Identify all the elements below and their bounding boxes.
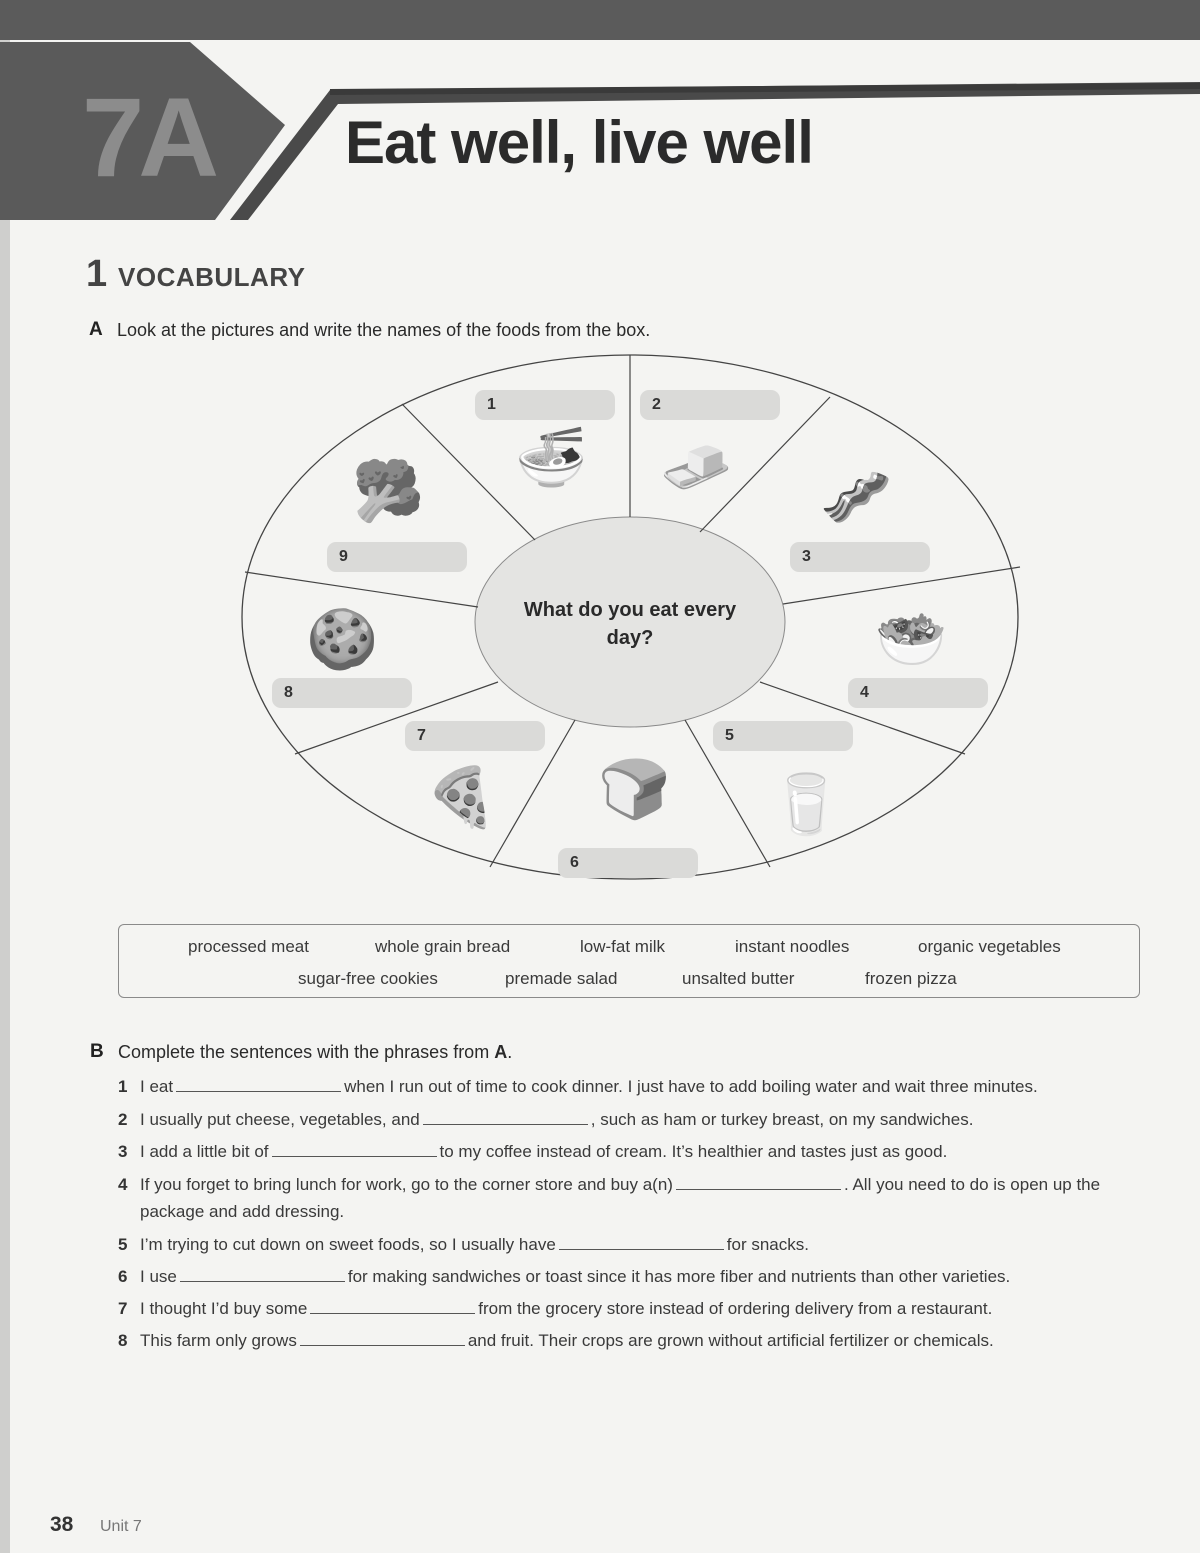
section-number: 1 [86, 253, 108, 295]
section-name: VOCABULARY [118, 262, 306, 292]
word-box-item: organic vegetables [918, 937, 1061, 956]
unit-reference: Unit 7 [100, 1518, 142, 1535]
sentence-number: 3 [118, 1142, 128, 1161]
sentence-number: 5 [118, 1235, 128, 1254]
word-box-item: unsalted butter [682, 969, 795, 988]
word-box-item: low-fat milk [580, 937, 666, 956]
word-box-item: instant noodles [735, 937, 850, 956]
exercise-a-letter: A [89, 319, 103, 340]
sentence-blank[interactable] [180, 1267, 345, 1282]
exercise-b-instruction: Complete the sentences with the phrases from A. [118, 1042, 513, 1062]
answer-box-9[interactable]: 9 [327, 542, 467, 572]
sentence-number: 6 [118, 1267, 128, 1286]
sentence-5: I’m trying to cut down on sweet foods, so I usually have for snacks. [140, 1235, 809, 1254]
word-box-item: processed meat [188, 937, 309, 956]
sentence-6: I use for making sandwiches or toast since it has more fiber and nutrients than other varieties. [140, 1267, 1011, 1286]
answer-box-7[interactable]: 7 [405, 721, 545, 751]
word-box-item: premade salad [505, 969, 618, 988]
answer-box-1[interactable]: 1 [475, 390, 615, 420]
sentence-2: I usually put cheese, vegetables, and , such as ham or turkey breast, on my sandwiches. [140, 1110, 974, 1129]
sentence-8: This farm only grows and fruit. Their crops are grown without artificial fertilizer or chemicals. [140, 1331, 994, 1350]
center-question: What do you eat every day? [523, 599, 737, 649]
sentence-blank[interactable] [559, 1235, 724, 1250]
sentence-number: 4 [118, 1175, 128, 1194]
exercise-a-instruction: Look at the pictures and write the names of the foods from the box. [117, 320, 651, 340]
answer-box-6[interactable]: 6 [558, 848, 698, 878]
answer-box-4[interactable]: 4 [848, 678, 988, 708]
sentence-blank[interactable] [676, 1175, 841, 1190]
sentence-blank[interactable] [310, 1299, 475, 1314]
sentence-number: 7 [118, 1299, 128, 1318]
sentence-blank[interactable] [300, 1331, 465, 1346]
bread-icon: 🍞 [598, 757, 671, 822]
scan-left-edge [0, 40, 10, 1553]
pizza-icon: 🍕 [425, 765, 498, 830]
premade-salad-icon: 🥗 [875, 607, 948, 672]
word-box [118, 924, 1140, 998]
exercise-b-letter: B [90, 1041, 104, 1062]
sentence-7: I thought I’d buy some from the grocery store instead of ordering delivery from a restaurant. [140, 1299, 993, 1318]
page-number: 38 [50, 1513, 74, 1536]
milk-bottle-icon: 🥛 [770, 772, 843, 837]
word-box-item: sugar-free cookies [298, 969, 438, 988]
sentence-number: 8 [118, 1331, 128, 1350]
sentence-number: 1 [118, 1077, 128, 1096]
answer-box-3[interactable]: 3 [790, 542, 930, 572]
cookies-icon: 🍪 [306, 607, 379, 672]
vegetables-icon: 🥦 [352, 459, 425, 524]
sentence-number: 2 [118, 1110, 128, 1129]
answer-box-8[interactable]: 8 [272, 678, 412, 708]
sentence-1: I eat when I run out of time to cook dinner. I just have to add boiling water and wait three minutes. [140, 1077, 1038, 1096]
answer-box-2[interactable]: 2 [640, 390, 780, 420]
word-box-item: frozen pizza [865, 969, 957, 988]
butter-icon: 🧈 [660, 435, 733, 500]
processed-meat-icon: 🥓 [820, 465, 893, 530]
sentence-blank[interactable] [423, 1110, 588, 1125]
lesson-title: Eat well, live well [345, 109, 813, 176]
sentence-3: I add a little bit of to my coffee instead of cream. It’s healthier and tastes just as good. [140, 1142, 948, 1161]
sentence-blank[interactable] [272, 1142, 437, 1157]
sentence-blank[interactable] [176, 1077, 341, 1092]
instant-noodles-icon: 🍜 [515, 425, 588, 490]
word-box-item: whole grain bread [375, 937, 511, 956]
unit-code: 7A [82, 75, 214, 200]
answer-box-5[interactable]: 5 [713, 721, 853, 751]
sentence-4: If you forget to bring lunch for work, go to the corner store and buy a(n) . All you need to do is open up the package and add dressing. [140, 1175, 1101, 1221]
